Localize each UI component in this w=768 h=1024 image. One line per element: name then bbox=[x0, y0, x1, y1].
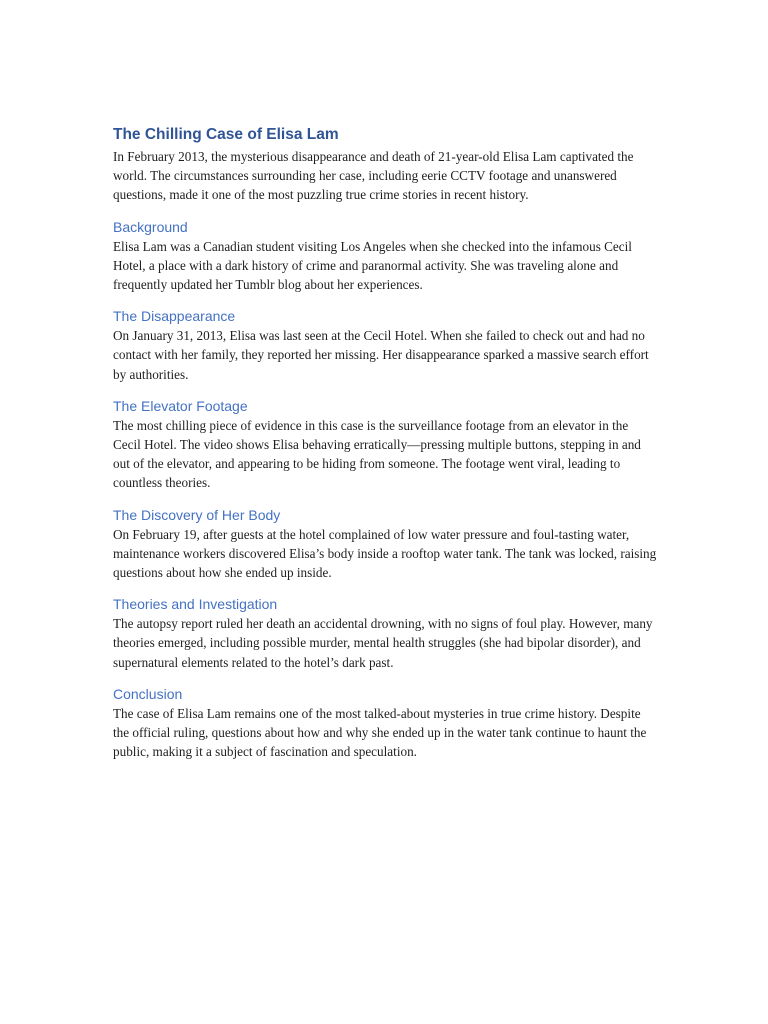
intro-paragraph: In February 2013, the mysterious disappearance and death of 21-year-old Elisa Lam captivated the world. The circumstances surrounding her case, including eerie CCTV footage and unanswered questions, made it one of the most puzzling true crime stories in recent history. bbox=[113, 149, 634, 203]
section-discovery bbox=[113, 505, 658, 583]
section-heading: The Elevator Footage bbox=[113, 397, 248, 414]
section-elevator-footage bbox=[113, 396, 658, 493]
section-heading: Background bbox=[113, 218, 188, 235]
document-title: The Chilling Case of Elisa Lam bbox=[113, 126, 339, 143]
section-heading: Conclusion bbox=[113, 685, 183, 702]
section-paragraph: The most chilling piece of evidence in this case is the surveillance footage from an elevator in the Cecil Hotel. The video shows Elisa behaving erratically—pressing multiple buttons, stepping in and out of the elevator, and appearing to be hiding from someone. The footage went viral, leading to countless theories. bbox=[113, 417, 641, 491]
section-heading: The Discovery of Her Body bbox=[113, 506, 281, 523]
section-paragraph: The autopsy report ruled her death an accidental drowning, with no signs of foul play. However, many theories emerged, including possible murder, mental health struggles (she had bipolar disorder), and supernatural elements related to the hotel’s dark past. bbox=[113, 616, 653, 670]
section-disappearance bbox=[113, 306, 658, 384]
section-paragraph: On February 19, after guests at the hotel complained of low water pressure and foul-tasting water, maintenance workers discovered Elisa’s body inside a rooftop water tank. The tank was locked, raising questions about how she ended up inside. bbox=[113, 526, 657, 581]
section-theories bbox=[113, 594, 658, 672]
section-heading: The Disappearance bbox=[113, 308, 236, 325]
section-background bbox=[113, 217, 658, 295]
section-paragraph: Elisa Lam was a Canadian student visiting Los Angeles when she checked into the infamous Cecil Hotel, a place with a dark history of crime and paranormal activity. She was traveling alone and frequently updated her Tumblr blog about her experiences. bbox=[113, 238, 632, 293]
section-paragraph: The case of Elisa Lam remains one of the most talked-about mysteries in true crime history. Despite the official ruling, questions about how and why she ended up in the water tank continue to haunt the public, making it a subject of fascination and speculation. bbox=[113, 705, 647, 760]
section-conclusion bbox=[113, 684, 658, 762]
document-body bbox=[113, 123, 658, 761]
section-heading: Theories and Investigation bbox=[113, 596, 278, 613]
section-paragraph: On January 31, 2013, Elisa was last seen at the Cecil Hotel. When she failed to check out and had no contact with her family, they reported her missing. Her disappearance sparked a massive search effort by authorities. bbox=[113, 328, 649, 382]
